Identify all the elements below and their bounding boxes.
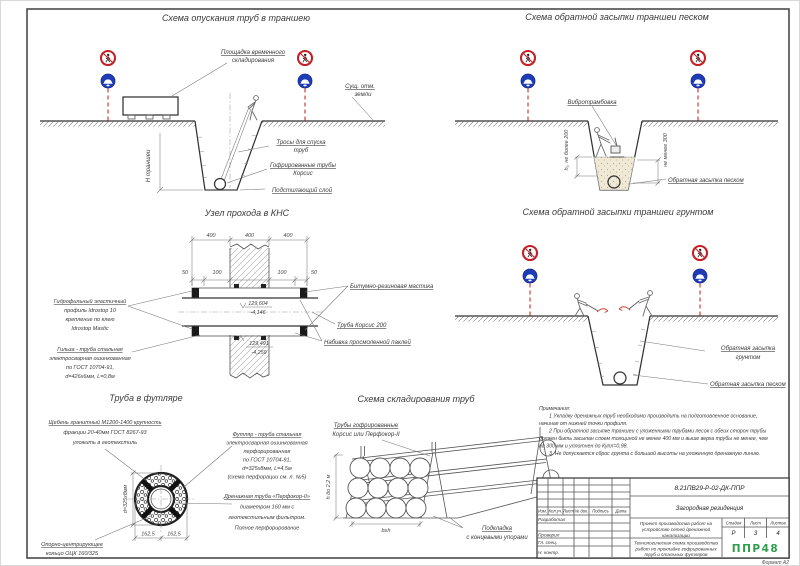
stage-header: Стадия [725, 520, 742, 526]
svg-text:Корсис: Корсис [293, 171, 313, 177]
s2-dim-right: не менее 300 [663, 133, 669, 167]
svg-text:электросварная ошинкованная: электросварная ошинкованная [49, 356, 131, 362]
row-prover: Проверил [538, 532, 560, 538]
svg-text:400: 400 [206, 233, 216, 239]
svg-text:крепление по клею: крепление по клею [65, 317, 115, 323]
s1-depth-label: Н траншеи [146, 149, 152, 183]
note-line: начиная от нижней точки профиля. [539, 421, 628, 427]
note-line: на 300 мм и уплотнен до Купл=0,98. [539, 443, 628, 450]
svg-text:геотекстильным фильтром.: геотекстильным фильтром. [228, 515, 306, 521]
col-list: Лист [563, 508, 574, 514]
svg-text:129,491: 129,491 [249, 341, 269, 347]
sheets-value: 4 [776, 531, 780, 537]
stage-value: Р [731, 531, 736, 537]
object-name: Загородная резиденция [675, 506, 744, 512]
svg-text:перфорированная: перфорированная [243, 449, 291, 455]
s1-cables-label: Тросы для спуска [276, 140, 326, 146]
s5-ring-label: Опорно-центрирующее [41, 542, 103, 548]
notes-heading: Примечания: [539, 406, 571, 412]
note-line: должен быть засыпан слоем толщиной не менее 400 мм и выше верха трубы не менее, чем [539, 436, 768, 442]
s1-platform-label: Площадка временного [220, 50, 286, 56]
s6-pad-label: Подкладка [481, 526, 513, 532]
svg-text:с концевыми упорами: с концевыми упорами [466, 535, 528, 541]
project-name: Проект производства работ на [639, 521, 713, 526]
s5-case-label: Футляр - труба стальная [232, 432, 302, 438]
svg-text:труб: труб [293, 148, 309, 154]
svg-text:фракции 20-40мм ГОСТ 8267-93: фракции 20-40мм ГОСТ 8267-93 [63, 430, 147, 436]
s5-title: Труба в футляре [109, 393, 183, 403]
s1-ground-label: Сущ. отм. [345, 84, 375, 90]
note-line: 1 Укладку дренажных труб необходимо производить на подготовленное основание, [549, 413, 758, 420]
svg-text:кольцо ОЦК 160/325: кольцо ОЦК 160/325 [45, 551, 99, 557]
svg-text:50: 50 [311, 270, 317, 276]
svg-text:диаметром 160 мм с: диаметром 160 мм с [239, 504, 295, 511]
svg-text:Idrostop Mastic: Idrostop Mastic [71, 326, 109, 332]
sand-fill [594, 157, 635, 190]
s3-oakum-label: Набивка просмоленной паклей [324, 340, 411, 346]
svg-text:по ГОСТ 10704-91,: по ГОСТ 10704-91, [242, 457, 292, 464]
row-nkontr: Н. контр. [538, 550, 560, 555]
sheets-header: Листов [770, 520, 786, 526]
sheet-header: Лист [750, 520, 761, 526]
s1-title: Схема опускания труб в траншею [161, 13, 311, 23]
col-ndok: № док. [574, 508, 589, 514]
svg-text:профиль Idrostop 10: профиль Idrostop 10 [64, 308, 116, 314]
s3-sleeve-label: Гильза - труба стальная [57, 347, 123, 353]
row-glspec: Гл. спец. [538, 540, 558, 545]
note-line: 2 При обратной засыпке траншеи с уложенными трубами песок с обеих сторон трубы [549, 428, 767, 435]
svg-text:труб и стальных футляров: труб и стальных футляров [644, 552, 708, 557]
svg-text:100: 100 [277, 270, 287, 276]
doc-code: 8.21ПВ29-Р-02-ДК-ППР [674, 485, 745, 492]
sheet-title: Технологическая схема производства [633, 540, 719, 546]
sheet-value: 3 [753, 531, 758, 537]
s1-bedding-label: Подстилающий слой [271, 188, 333, 194]
svg-text:162,5: 162,5 [141, 531, 155, 538]
svg-text:400: 400 [283, 233, 293, 239]
stacked-pipes [346, 458, 430, 518]
col-data: Дата [615, 508, 627, 514]
row-razrab: Разработал [538, 517, 566, 522]
format-label: Формат А2 [761, 560, 789, 566]
title-block [537, 478, 789, 558]
svg-text:складирования: складирования [231, 58, 275, 64]
s2-dim-left: h₁, не более 200 [564, 129, 570, 171]
s6-title: Схема складирования труб [357, 394, 475, 404]
svg-text:устройство сетей дренажной: устройство сетей дренажной [641, 527, 711, 532]
svg-text:по ГОСТ 10704-91,: по ГОСТ 10704-91, [65, 365, 115, 371]
note-line: 3. Не допускается сброс грунта с большой высоты на уложенную дренажную линию. [549, 451, 761, 457]
svg-text:d=325х8мм, L=4,5м: d=325х8мм, L=4,5м [242, 466, 292, 472]
s3-mastic-label: Битумно-резиновая мастика [350, 284, 434, 290]
svg-text:129,604: 129,604 [248, 301, 268, 307]
s3-title: Узел прохода в КНС [204, 208, 290, 218]
col-izm: Изм. [538, 508, 547, 514]
s4-sand-label: Обратная засыпка песком [710, 382, 786, 388]
s3-pipe-label: Труба Корсис 200 [337, 323, 387, 329]
svg-text:50: 50 [182, 270, 188, 276]
svg-text:канализации: канализации [662, 533, 690, 538]
svg-text:400: 400 [245, 233, 254, 239]
company-logo: ППР48 [731, 543, 780, 555]
s5-dim-d: d=325х8мм [123, 484, 129, 514]
s2-sand-label: Обратная засыпка песком [668, 178, 744, 184]
s2-title: Схема обратной засыпки траншеи песком [525, 12, 709, 22]
col-koluch: Кол.уч. [548, 508, 563, 514]
s4-title: Схема обратной засыпки траншеи грунтом [522, 207, 714, 217]
s4-soil-label: Обратная засыпка [720, 346, 776, 352]
svg-text:-4,146: -4,146 [250, 310, 266, 316]
svg-text:162,5: 162,5 [167, 531, 181, 538]
svg-text:Корсис или Перфокор-II: Корсис или Перфокор-II [332, 432, 400, 438]
s6-dim-h: h до 2,2 м [326, 474, 332, 500]
svg-text:-4,259: -4,259 [251, 350, 267, 356]
svg-text:100: 100 [212, 270, 222, 276]
s3-hydro-label: Гидрофильный эластичный [53, 299, 127, 305]
s6-dim-b: b≥h [381, 528, 391, 534]
s6-pipes-label: Трубы гофрированные [333, 423, 399, 429]
svg-text:(схема перфорации см. л. №5): (схема перфорации см. л. №5) [227, 474, 307, 481]
svg-text:земли: земли [354, 92, 372, 98]
s5-gravel-label: Щебень гранитный М1200-1400 крупность [48, 420, 162, 426]
col-podp: Подпись [592, 508, 609, 514]
svg-text:Полное перфорирование: Полное перфорирование [234, 525, 300, 532]
svg-text:d=426х6мм, L=0,8м: d=426х6мм, L=0,8м [65, 374, 115, 380]
s2-rammer-label: Вибротрамбовка [567, 100, 617, 106]
svg-text:работ по прокладке гофрированн: работ по прокладке гофрированных [635, 546, 717, 552]
svg-text:грунтом: грунтом [735, 355, 761, 361]
svg-text:уложить в геотекстиль: уложить в геотекстиль [72, 440, 138, 446]
s5-drain-label: Дренажная труба «Перфокор-II» [224, 494, 310, 500]
svg-text:электросварная ошинкованная: электросварная ошинкованная [226, 440, 308, 447]
s1-pipes-label: Гофрированные трубы [270, 163, 336, 169]
